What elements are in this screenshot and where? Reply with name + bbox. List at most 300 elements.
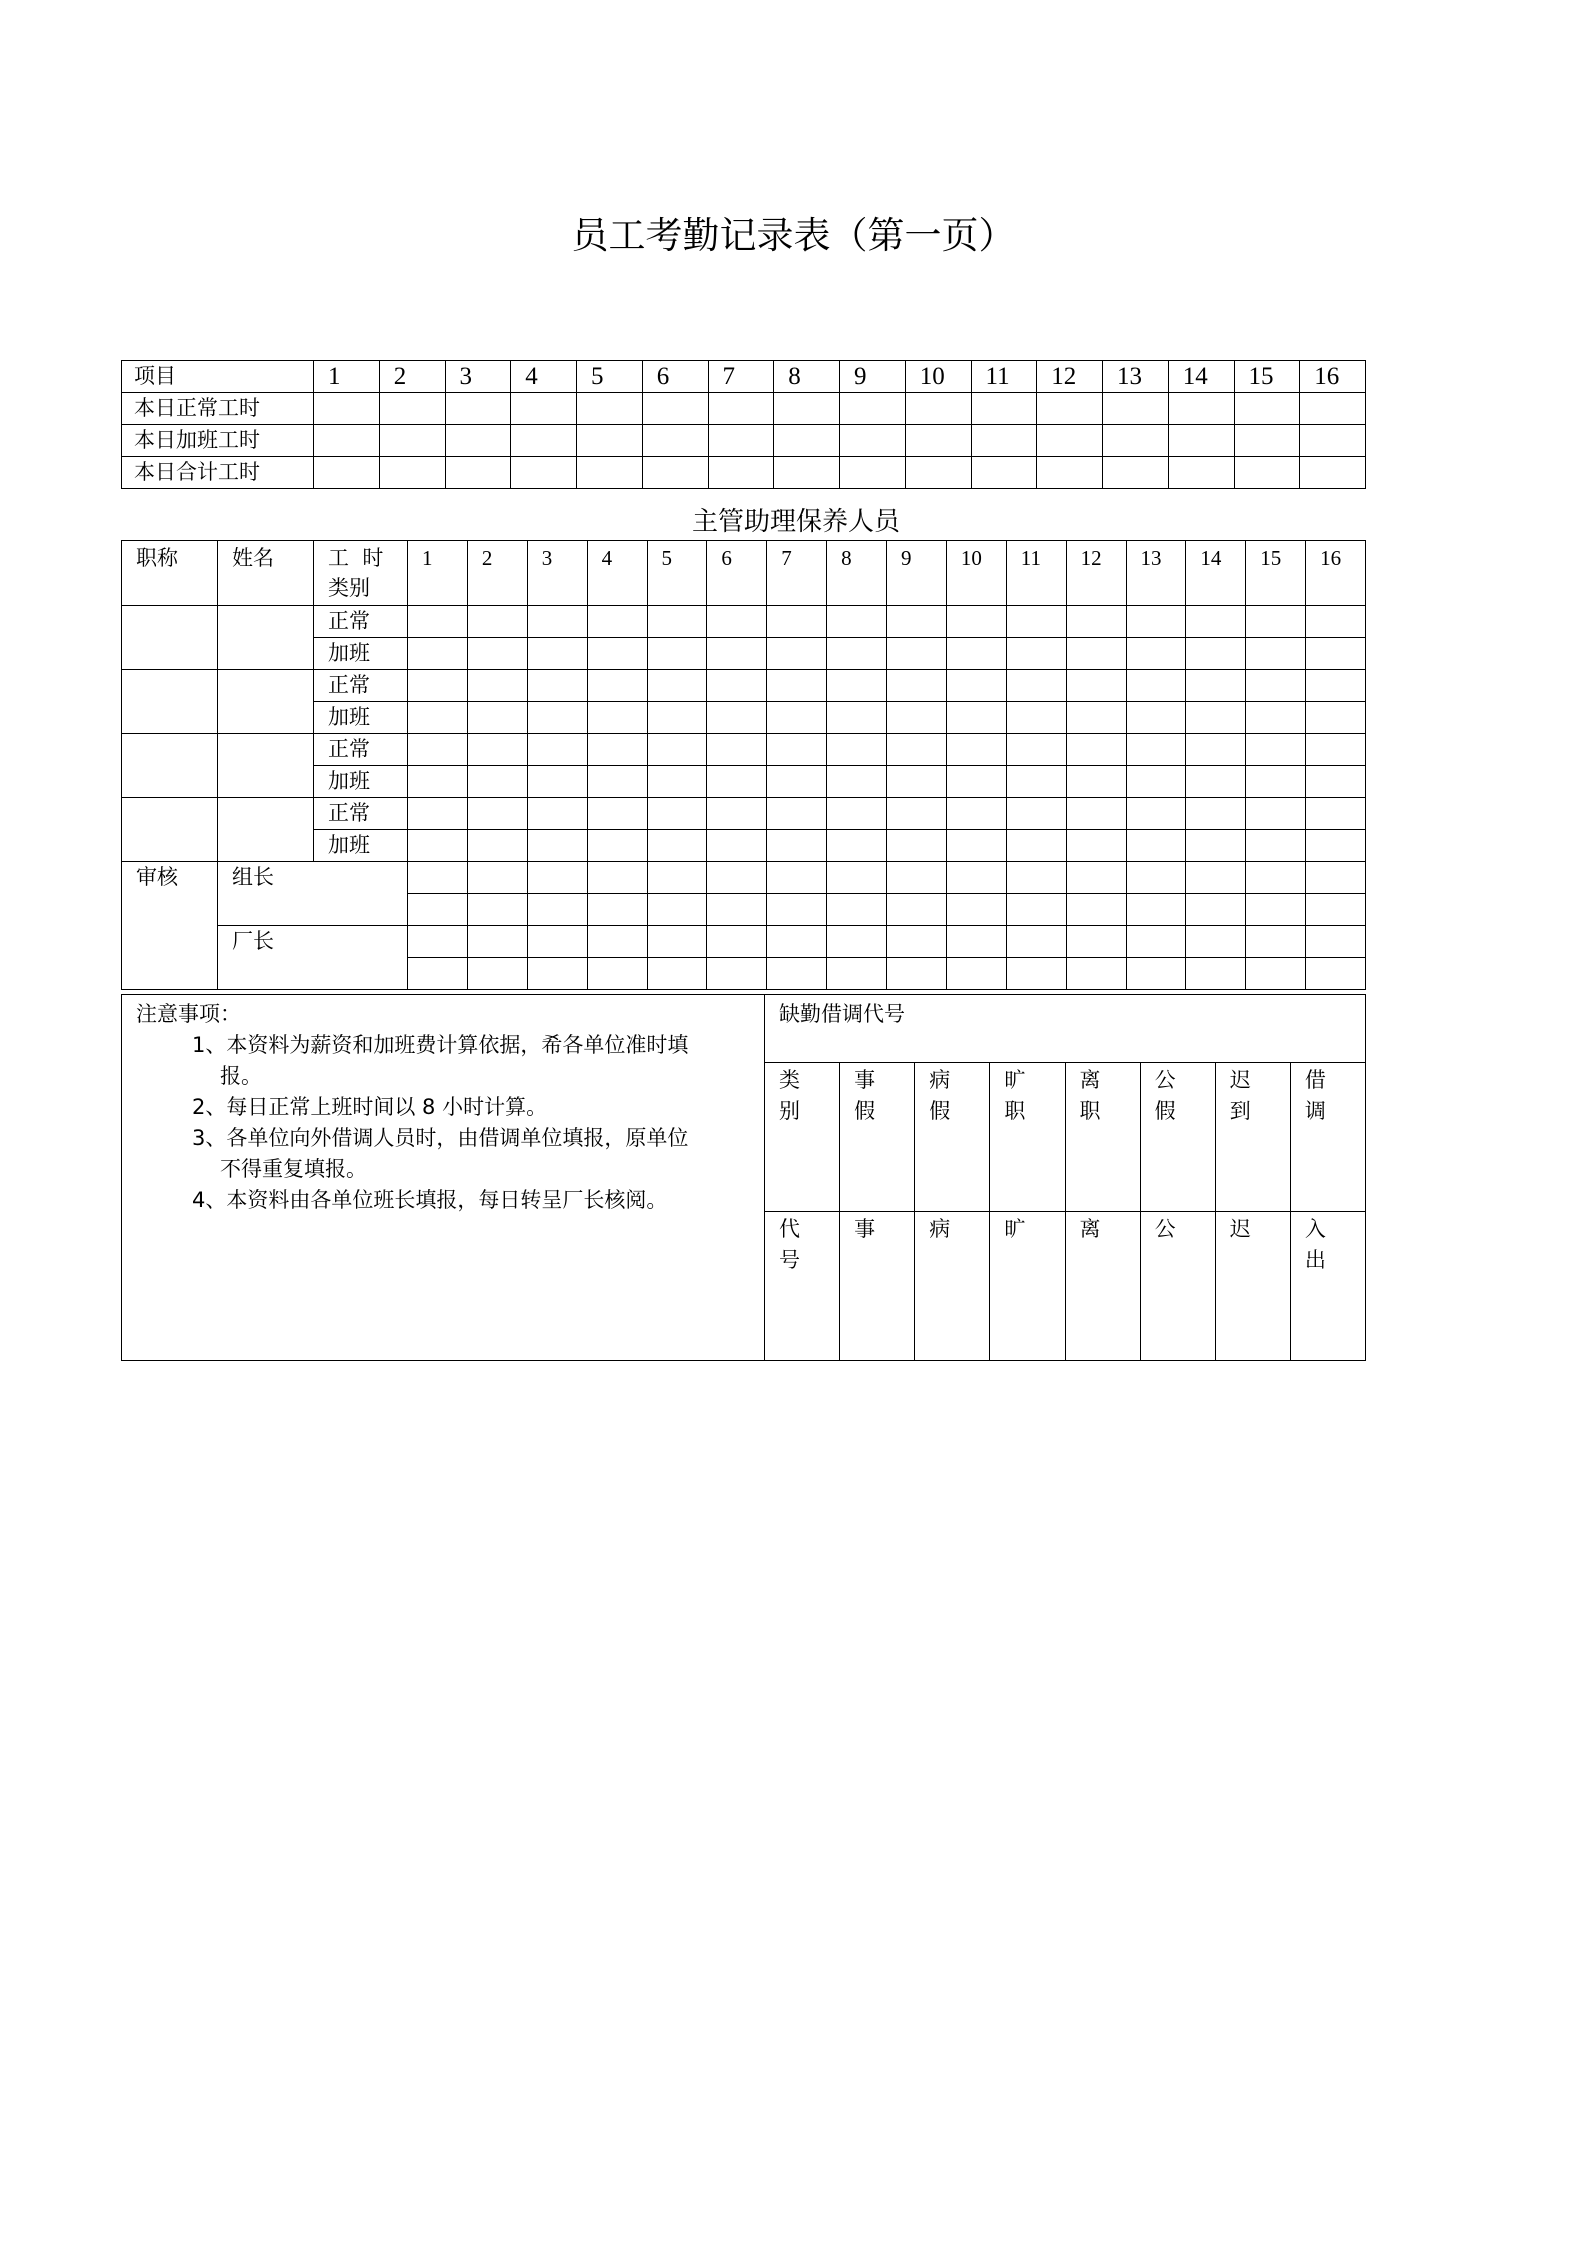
entry-cell[interactable] — [1186, 894, 1246, 926]
entry-cell[interactable] — [642, 393, 708, 425]
day-header: 1 — [408, 541, 468, 606]
absence-category-char: 公 — [1154, 1068, 1176, 1092]
entry-cell[interactable] — [1186, 734, 1246, 766]
entry-cell[interactable] — [946, 670, 1006, 702]
day-header: 12 — [1066, 541, 1126, 606]
day-header: 9 — [840, 361, 906, 393]
entry-cell[interactable] — [408, 702, 468, 734]
entry-cell[interactable] — [1306, 798, 1366, 830]
entry-cell[interactable] — [1006, 702, 1066, 734]
entry-cell[interactable] — [1066, 830, 1126, 862]
day-header: 6 — [642, 361, 708, 393]
entry-cell[interactable] — [1306, 702, 1366, 734]
notes-heading: 注意事项： — [136, 1002, 241, 1026]
entry-cell[interactable] — [1186, 670, 1246, 702]
entry-cell[interactable] — [887, 894, 947, 926]
entry-cell[interactable] — [467, 734, 527, 766]
review-row — [122, 862, 1366, 894]
entry-cell[interactable] — [527, 798, 587, 830]
entry-cell[interactable] — [946, 606, 1006, 638]
entry-cell[interactable] — [408, 670, 468, 702]
entry-cell[interactable] — [708, 425, 774, 457]
day-header: 8 — [774, 361, 840, 393]
absence-category-char: 假 — [854, 1099, 876, 1123]
table-header-row — [122, 361, 1366, 393]
entry-cell[interactable] — [587, 702, 647, 734]
entry-cell[interactable] — [1037, 393, 1103, 425]
entry-cell[interactable] — [887, 798, 947, 830]
entry-cell[interactable] — [767, 926, 827, 958]
entry-cell[interactable] — [1186, 606, 1246, 638]
entry-cell[interactable] — [408, 894, 468, 926]
review-label: 审核 — [122, 862, 218, 990]
entry-cell[interactable] — [467, 958, 527, 990]
entry-cell[interactable] — [1066, 766, 1126, 798]
entry-cell[interactable] — [905, 457, 971, 489]
entry-cell[interactable] — [1186, 958, 1246, 990]
entry-cell[interactable] — [1168, 425, 1234, 457]
entry-cell[interactable] — [467, 606, 527, 638]
entry-cell[interactable] — [1186, 798, 1246, 830]
entry-cell[interactable] — [1306, 670, 1366, 702]
entry-cell[interactable] — [1306, 766, 1366, 798]
entry-cell[interactable] — [708, 457, 774, 489]
entry-cell[interactable] — [408, 798, 468, 830]
entry-cell[interactable] — [905, 393, 971, 425]
absence-category-char: 职 — [1004, 1099, 1026, 1123]
entry-cell[interactable] — [1246, 766, 1306, 798]
entry-cell[interactable] — [905, 425, 971, 457]
entry-cell[interactable] — [1066, 670, 1126, 702]
entry-cell[interactable] — [887, 638, 947, 670]
entry-cell[interactable] — [887, 606, 947, 638]
staff-title-cell[interactable] — [122, 734, 218, 798]
overtime-hours-label: 加班 — [314, 702, 408, 734]
day-header: 1 — [314, 361, 380, 393]
absence-category — [1215, 1063, 1290, 1212]
entry-cell[interactable] — [767, 830, 827, 862]
entry-cell[interactable] — [707, 606, 767, 638]
entry-cell[interactable] — [946, 638, 1006, 670]
entry-cell[interactable] — [767, 702, 827, 734]
entry-cell[interactable] — [379, 393, 445, 425]
entry-cell[interactable] — [408, 926, 468, 958]
entry-cell[interactable] — [774, 425, 840, 457]
entry-cell[interactable] — [767, 734, 827, 766]
absence-code — [1290, 1212, 1365, 1361]
entry-cell[interactable] — [1066, 702, 1126, 734]
entry-cell[interactable] — [1126, 958, 1186, 990]
entry-cell[interactable] — [887, 926, 947, 958]
entry-cell[interactable] — [527, 894, 587, 926]
entry-cell[interactable] — [767, 798, 827, 830]
entry-cell[interactable] — [767, 670, 827, 702]
entry-cell[interactable] — [511, 425, 577, 457]
entry-cell[interactable] — [1103, 425, 1169, 457]
entry-cell[interactable] — [946, 766, 1006, 798]
entry-cell[interactable] — [1006, 638, 1066, 670]
note-item: 1、本资料为薪资和加班费计算依据，希各单位准时填 — [192, 1033, 689, 1057]
entry-cell[interactable] — [971, 425, 1037, 457]
entry-cell[interactable] — [1246, 606, 1306, 638]
entry-cell[interactable] — [587, 670, 647, 702]
entry-cell[interactable] — [511, 393, 577, 425]
staff-name-cell[interactable] — [218, 670, 314, 734]
entry-cell[interactable] — [1306, 862, 1366, 894]
entry-cell[interactable] — [887, 702, 947, 734]
entry-cell[interactable] — [527, 606, 587, 638]
entry-cell[interactable] — [467, 830, 527, 862]
entry-cell[interactable] — [971, 457, 1037, 489]
overtime-hours-label: 加班 — [314, 638, 408, 670]
entry-cell[interactable] — [1246, 862, 1306, 894]
absence-code — [1215, 1212, 1290, 1361]
entry-cell[interactable] — [946, 894, 1006, 926]
entry-cell[interactable] — [707, 798, 767, 830]
row-label: 本日合计工时 — [122, 457, 314, 489]
entry-cell[interactable] — [887, 862, 947, 894]
entry-cell[interactable] — [1246, 926, 1306, 958]
entry-cell[interactable] — [887, 670, 947, 702]
entry-cell[interactable] — [1006, 766, 1066, 798]
entry-cell[interactable] — [1066, 606, 1126, 638]
entry-cell[interactable] — [827, 766, 887, 798]
entry-cell[interactable] — [1234, 393, 1300, 425]
entry-cell[interactable] — [445, 393, 511, 425]
entry-cell[interactable] — [647, 894, 707, 926]
normal-hours-label: 正常 — [314, 734, 408, 766]
entry-cell[interactable] — [707, 638, 767, 670]
entry-cell[interactable] — [647, 830, 707, 862]
note-item-continuation: 不得重复填报。 — [220, 1157, 367, 1181]
entry-cell[interactable] — [946, 702, 1006, 734]
entry-cell[interactable] — [827, 894, 887, 926]
entry-cell[interactable] — [887, 734, 947, 766]
entry-cell[interactable] — [708, 393, 774, 425]
entry-cell[interactable] — [774, 457, 840, 489]
entry-cell[interactable] — [647, 670, 707, 702]
entry-cell[interactable] — [1037, 457, 1103, 489]
entry-cell[interactable] — [1186, 862, 1246, 894]
entry-cell[interactable] — [840, 457, 906, 489]
absence-code — [840, 1212, 915, 1361]
entry-cell[interactable] — [827, 958, 887, 990]
entry-cell[interactable] — [707, 702, 767, 734]
entry-cell[interactable] — [527, 734, 587, 766]
entry-cell[interactable] — [467, 862, 527, 894]
entry-cell[interactable] — [1006, 670, 1066, 702]
entry-cell[interactable] — [1300, 425, 1366, 457]
entry-cell[interactable] — [1186, 638, 1246, 670]
day-header: 9 — [887, 541, 947, 606]
entry-cell[interactable] — [1186, 702, 1246, 734]
row-label: 本日正常工时 — [122, 393, 314, 425]
entry-cell[interactable] — [467, 894, 527, 926]
staff-title-cell[interactable] — [122, 798, 218, 862]
entry-cell[interactable] — [1306, 638, 1366, 670]
entry-cell[interactable] — [1006, 606, 1066, 638]
entry-cell[interactable] — [887, 830, 947, 862]
absence-code-char: 病 — [929, 1217, 951, 1241]
entry-cell[interactable] — [1037, 425, 1103, 457]
entry-cell[interactable] — [1306, 830, 1366, 862]
absence-code-heading: 缺勤借调代号 — [765, 995, 1366, 1063]
entry-cell[interactable] — [577, 393, 643, 425]
entry-cell[interactable] — [1306, 894, 1366, 926]
entry-cell[interactable] — [408, 862, 468, 894]
entry-cell[interactable] — [1006, 862, 1066, 894]
title-column-header: 职称 — [122, 541, 218, 606]
notes-cell — [122, 995, 765, 1361]
entry-cell[interactable] — [379, 457, 445, 489]
entry-cell[interactable] — [445, 425, 511, 457]
entry-cell[interactable] — [467, 670, 527, 702]
entry-cell[interactable] — [642, 457, 708, 489]
entry-cell[interactable] — [587, 958, 647, 990]
entry-cell[interactable] — [1103, 393, 1169, 425]
entry-cell[interactable] — [1126, 926, 1186, 958]
entry-cell[interactable] — [647, 702, 707, 734]
entry-cell[interactable] — [1306, 734, 1366, 766]
day-header: 15 — [1234, 361, 1300, 393]
group-leader-label: 组长 — [218, 862, 408, 926]
entry-cell[interactable] — [827, 702, 887, 734]
entry-cell[interactable] — [767, 862, 827, 894]
entry-cell[interactable] — [1306, 958, 1366, 990]
day-header: 10 — [905, 361, 971, 393]
entry-cell[interactable] — [767, 894, 827, 926]
entry-cell[interactable] — [1066, 734, 1126, 766]
staff-name-cell[interactable] — [218, 798, 314, 862]
entry-cell[interactable] — [587, 830, 647, 862]
entry-cell[interactable] — [1186, 766, 1246, 798]
entry-cell[interactable] — [527, 766, 587, 798]
entry-cell[interactable] — [707, 894, 767, 926]
entry-cell[interactable] — [1066, 894, 1126, 926]
entry-cell[interactable] — [467, 702, 527, 734]
entry-cell[interactable] — [767, 638, 827, 670]
entry-cell[interactable] — [887, 958, 947, 990]
entry-cell[interactable] — [1066, 638, 1126, 670]
entry-cell[interactable] — [587, 926, 647, 958]
entry-cell[interactable] — [647, 798, 707, 830]
day-header: 16 — [1306, 541, 1366, 606]
entry-cell[interactable] — [527, 830, 587, 862]
entry-cell[interactable] — [971, 393, 1037, 425]
entry-cell[interactable] — [1103, 457, 1169, 489]
entry-cell[interactable] — [647, 958, 707, 990]
entry-cell[interactable] — [1126, 606, 1186, 638]
entry-cell[interactable] — [527, 670, 587, 702]
entry-cell[interactable] — [1246, 638, 1306, 670]
normal-hours-label: 正常 — [314, 798, 408, 830]
entry-cell[interactable] — [587, 798, 647, 830]
entry-cell[interactable] — [587, 638, 647, 670]
entry-cell[interactable] — [408, 958, 468, 990]
entry-cell[interactable] — [527, 702, 587, 734]
entry-cell[interactable] — [527, 926, 587, 958]
entry-cell[interactable] — [577, 457, 643, 489]
entry-cell[interactable] — [946, 798, 1006, 830]
entry-cell[interactable] — [1126, 734, 1186, 766]
entry-cell[interactable] — [1168, 393, 1234, 425]
staff-title-cell[interactable] — [122, 670, 218, 734]
entry-cell[interactable] — [1246, 670, 1306, 702]
entry-cell[interactable] — [767, 606, 827, 638]
entry-cell[interactable] — [840, 393, 906, 425]
entry-cell[interactable] — [946, 862, 1006, 894]
entry-cell[interactable] — [707, 958, 767, 990]
entry-cell[interactable] — [1006, 894, 1066, 926]
entry-cell[interactable] — [1126, 830, 1186, 862]
entry-cell[interactable] — [527, 638, 587, 670]
entry-cell[interactable] — [1246, 734, 1306, 766]
day-header: 4 — [587, 541, 647, 606]
entry-cell[interactable] — [511, 457, 577, 489]
entry-cell[interactable] — [1126, 894, 1186, 926]
entry-cell[interactable] — [1246, 894, 1306, 926]
entry-cell[interactable] — [467, 926, 527, 958]
entry-cell[interactable] — [1300, 393, 1366, 425]
entry-cell[interactable] — [647, 734, 707, 766]
entry-cell[interactable] — [587, 606, 647, 638]
entry-cell[interactable] — [587, 894, 647, 926]
review-row — [122, 926, 1366, 958]
entry-cell[interactable] — [647, 862, 707, 894]
entry-cell[interactable] — [587, 862, 647, 894]
section-title: 主管助理保养人员 — [691, 507, 900, 537]
entry-cell[interactable] — [1126, 862, 1186, 894]
entry-cell[interactable] — [1126, 766, 1186, 798]
entry-cell[interactable] — [314, 457, 380, 489]
header-cell: 项目 — [122, 361, 314, 393]
entry-cell[interactable] — [946, 926, 1006, 958]
staff-name-cell[interactable] — [218, 734, 314, 798]
entry-cell[interactable] — [707, 862, 767, 894]
entry-cell[interactable] — [467, 766, 527, 798]
entry-cell[interactable] — [827, 606, 887, 638]
entry-cell[interactable] — [587, 766, 647, 798]
entry-cell[interactable] — [467, 798, 527, 830]
entry-cell[interactable] — [408, 638, 468, 670]
entry-cell[interactable] — [408, 830, 468, 862]
entry-cell[interactable] — [1126, 798, 1186, 830]
entry-cell[interactable] — [827, 862, 887, 894]
absence-code — [1065, 1212, 1140, 1361]
entry-cell[interactable] — [707, 734, 767, 766]
entry-cell[interactable] — [840, 425, 906, 457]
entry-cell[interactable] — [1006, 734, 1066, 766]
entry-cell[interactable] — [707, 926, 767, 958]
staff-name-cell[interactable] — [218, 606, 314, 670]
entry-cell[interactable] — [1306, 926, 1366, 958]
staff-title-cell[interactable] — [122, 606, 218, 670]
day-header: 5 — [647, 541, 707, 606]
entry-cell[interactable] — [577, 425, 643, 457]
entry-cell[interactable] — [827, 926, 887, 958]
entry-cell[interactable] — [1246, 830, 1306, 862]
entry-cell[interactable] — [1234, 457, 1300, 489]
entry-cell[interactable] — [1186, 830, 1246, 862]
entry-cell[interactable] — [1246, 702, 1306, 734]
entry-cell[interactable] — [1006, 830, 1066, 862]
entry-cell[interactable] — [527, 958, 587, 990]
entry-cell[interactable] — [408, 734, 468, 766]
entry-cell[interactable] — [1006, 798, 1066, 830]
notes-and-codes-table — [121, 994, 1366, 1361]
entry-cell[interactable] — [887, 766, 947, 798]
entry-cell[interactable] — [767, 766, 827, 798]
entry-cell[interactable] — [445, 457, 511, 489]
entry-cell[interactable] — [314, 425, 380, 457]
absence-code — [990, 1212, 1065, 1361]
entry-cell[interactable] — [827, 638, 887, 670]
day-header: 5 — [577, 361, 643, 393]
entry-cell[interactable] — [1066, 926, 1126, 958]
entry-cell[interactable] — [707, 766, 767, 798]
entry-cell[interactable] — [827, 798, 887, 830]
entry-cell[interactable] — [774, 393, 840, 425]
entry-cell[interactable] — [647, 638, 707, 670]
entry-cell[interactable] — [1006, 926, 1066, 958]
entry-cell[interactable] — [827, 830, 887, 862]
entry-cell[interactable] — [1234, 425, 1300, 457]
entry-cell[interactable] — [827, 734, 887, 766]
entry-cell[interactable] — [767, 958, 827, 990]
entry-cell[interactable] — [1066, 862, 1126, 894]
entry-cell[interactable] — [1126, 702, 1186, 734]
entry-cell[interactable] — [1186, 926, 1246, 958]
entry-cell[interactable] — [1006, 958, 1066, 990]
day-header: 14 — [1168, 361, 1234, 393]
hour-type-column-header — [314, 541, 408, 606]
entry-cell[interactable] — [642, 425, 708, 457]
entry-cell[interactable] — [1168, 457, 1234, 489]
entry-cell[interactable] — [408, 606, 468, 638]
entry-cell[interactable] — [946, 958, 1006, 990]
day-header: 7 — [708, 361, 774, 393]
entry-cell[interactable] — [647, 926, 707, 958]
entry-cell[interactable] — [314, 393, 380, 425]
entry-cell[interactable] — [707, 830, 767, 862]
entry-cell[interactable] — [1306, 606, 1366, 638]
table-row — [122, 457, 1366, 489]
entry-cell[interactable] — [647, 606, 707, 638]
entry-cell[interactable] — [1246, 958, 1306, 990]
absence-category-char: 假 — [929, 1099, 951, 1123]
absence-category-char: 到 — [1229, 1099, 1251, 1123]
entry-cell[interactable] — [1126, 638, 1186, 670]
code-label-char: 号 — [779, 1248, 800, 1272]
entry-cell[interactable] — [527, 862, 587, 894]
entry-cell[interactable] — [1300, 457, 1366, 489]
day-header: 13 — [1103, 361, 1169, 393]
entry-cell[interactable] — [946, 734, 1006, 766]
entry-cell[interactable] — [467, 638, 527, 670]
entry-cell[interactable] — [408, 766, 468, 798]
entry-cell[interactable] — [827, 670, 887, 702]
entry-cell[interactable] — [647, 766, 707, 798]
entry-cell[interactable] — [707, 670, 767, 702]
entry-cell[interactable] — [587, 734, 647, 766]
entry-cell[interactable] — [1066, 798, 1126, 830]
entry-cell[interactable] — [946, 830, 1006, 862]
entry-cell[interactable] — [379, 425, 445, 457]
entry-cell[interactable] — [1126, 670, 1186, 702]
absence-code — [915, 1212, 990, 1361]
entry-cell[interactable] — [1246, 798, 1306, 830]
entry-cell[interactable] — [1066, 958, 1126, 990]
